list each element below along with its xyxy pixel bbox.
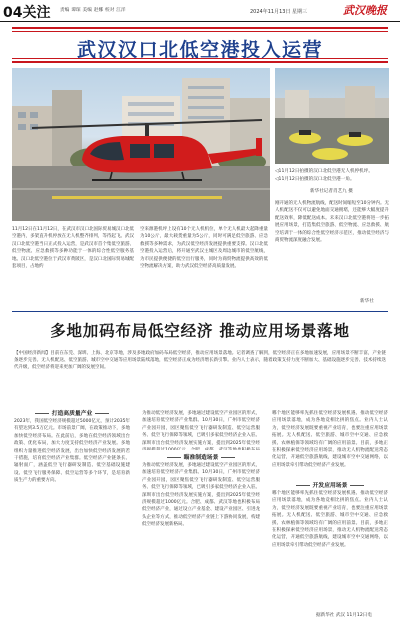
story2-column-2a: 为推动低空经济发展，多地通过建设低空产业园区的形式，加速培育低空经济产业集群。10月30日，广州市低空经济产业园开园，园区聚焦低空飞行器研发制造、低空运营服务、低空飞行保障等领域，已吸引多家低空经济企业入驻。深圳市出台低空经济发展实施方案，提出到2025年低空经	[142, 411, 260, 446]
issue-date: 2024年11月13日 星期三	[250, 9, 308, 15]
headline-frame	[12, 27, 388, 63]
helicopter-photo	[12, 68, 270, 221]
subhead-2: 瞄准制造场景	[142, 452, 260, 461]
story2-byline: 据新华社 武汉 11月12日电	[316, 613, 372, 618]
story1-column-1: 11月12日在11月12日，在武汉市汉口北国际贸易城汉口北低空港内，多架直升机停放在无人机整齐排列，等待起飞。武汉汉口北低空港当日正式投入运营，是武汉市首个集低空旅游、低空物流、应急救援等多种功能于一体的综合性低空服务基地。汉口北低空港位于武汉市黄陂区，是汉口北国际贸易城配套项目，占地约	[12, 227, 134, 270]
story1-column-3: 刚开通的无人机物流航线，配送时间缩短至10分钟内。无人机配送不仅可以避免地面交通拥堵，还能够大幅度提升配送效率，降低配送成本。未来汉口北低空港将进一步拓展应用场景，打造集低空旅游、低空物流、应急救援、航空培训于一体的综合性低空经济示范区，推动低空经济与商贸物流深度融合发展。	[275, 201, 389, 244]
subhead-1: 打造高质量产业	[14, 408, 130, 417]
story2-column-2b: 为推动低空经济发展，多地通过建设低空产业园区的形式，加速培育低空经济产业集群。10月30日，广州市低空经济产业园开园，园区聚焦低空飞行器研发制造、低空运营服务、低空飞行保障等领域，已吸引多家低空经济企业入驻。深圳市出台低空经济发展实施方案，提出到2025年低空经济规模超过1000亿元。合肥、成都、武汉等地也积极布局低空经济产业，通过设立产业基金、建设产业园区、引进龙头企业等方式，推动低空经济产业链上下游协同发展，构建低空经济发展新格局。	[142, 463, 260, 528]
section-label: 04关注	[3, 5, 51, 21]
photo-credit: 新华社记者肖艺九 摄	[310, 189, 353, 194]
story2-lede: 【中国经济新闻】目前在东莞、深圳、上海、北京等地，涉及多地政府加码布局低空经济，推动应用场景落地。记者调查了解到，低空经济正在多地加速发展，应用场景不断丰富，产业链条逐步完善。无人机配送、低空旅游、城市空中交通等应用场景陆续落地，低空经济正成为经济增长新引擎。业内人士表示，随着政策支持力度不断加大、基础设施逐步完善、技术持续迭代升级，低空经济将迎来更加广阔的发展空间。	[14, 351, 386, 371]
photo-caption-1: ◁11月12日拍摄的汉口北低空港无人机停机坪。	[275, 169, 373, 174]
story2-column-3a: 哪个地区能够率先抓住低空经济发展机遇、推动低空经济应用场景落地，成为各地竞相比拼的焦点。业内人士认为，低空经济发展既要重视产业培育，也要注重应用场景拓展。无人机配送、低空旅游、城市空中交通、应急救援、农林植保等领域均有广阔的应用前景。目前，多地正在积极探索低空经济应用场景，推动无人机物流配送常态化运营，开通低空旅游航线，建设城市空中交通网络，以应用场景牵引带动低空经济产业发展。	[272, 411, 388, 468]
page-header	[0, 0, 400, 22]
story1-byline: 新华社	[360, 299, 374, 304]
photo-caption-2: ◁11月12日拍摄的汉口北低空港一角。	[275, 177, 355, 182]
story1-headline: 武汉汉口北低空港投入运营	[76, 39, 323, 61]
story2-column-1: 2023年，我国低空经济规模超过5000亿元，预计2035年有望达到3.5万亿元。市场前景广阔，在政策推动下，多地加快低空经济布局。在此前后，多地在低空经济领域出台政策、优化布局，加大力度支持低空经济产业发展。多地组织力量推进低空经济发展，出台加快低空经济发展的若干措施，培育低空经济产业集群。低空经济产业链条长、辐射面广，涵盖低空飞行器研发制造、低空基础设施建设、低空飞行服务保障、低空运营等多个环节，是培育新质生产力的重要方向。	[14, 419, 130, 484]
story2-column-3b: 哪个地区能够率先抓住低空经济发展机遇、推动低空经济应用场景落地，成为各地竞相比拼的焦点。业内人士认为，低空经济发展既要重视产业培育，也要注重应用场景拓展。无人机配送、低空旅游、城市空中交通、应急救援、农林植保等领域均有广阔的应用前景。目前，多地正在积极探索低空经济应用场景，推动无人机物流配送常态化运营，开通低空旅游航线，建设城市空中交通网络，以应用场景牵引带动低空经济产业发展。	[272, 491, 388, 548]
story1-column-2: 空来源港机坪上设有10个无人机机位，单个无人机最大起降重量为10公斤，最大载货重量为5公斤，同时可满足低空旅游、应急救援等多种需求，为武汉低空经济发展提供重要支撑。汉口北低空港投入运营后，将开通至武汉主城区及周边城市的低空航线，为市民提供便捷的低空出行服务，同时为商贸物流提供高效的低空物流解决方案，助力武汉低空经济高质量发展。	[140, 227, 268, 270]
newspaper-logo: 武汉晚报	[343, 4, 387, 17]
drone-pad-photo	[275, 68, 389, 164]
story2-headline: 多地加码布局低空经济 推动应用场景落地	[50, 321, 350, 340]
subhead-3: 开发应用场景	[272, 480, 388, 489]
editors-line: 责编 谭琛 美编 赵娜 校对 江洋	[60, 8, 126, 13]
section-divider	[12, 311, 388, 312]
